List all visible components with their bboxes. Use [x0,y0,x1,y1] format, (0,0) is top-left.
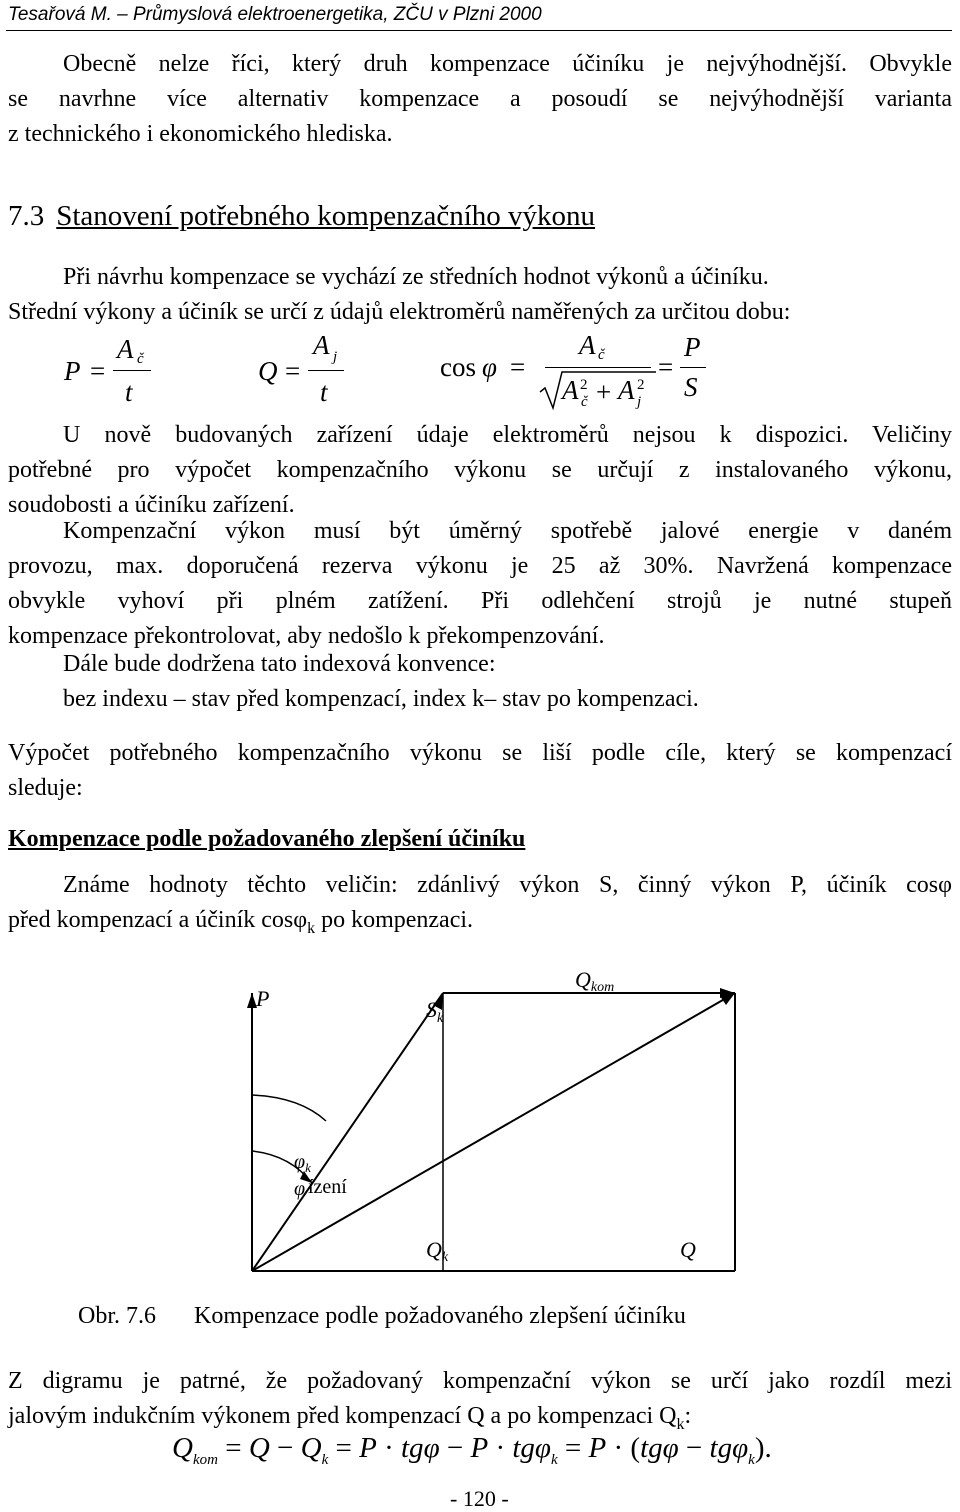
fraction-bar [308,370,344,371]
text-line: bez indexu – stav před kompenzací, index k– stav po kompenzaci. [63,686,699,712]
f2-sub: k [748,1451,755,1468]
f2-Q: Q [300,1432,322,1464]
text-line: kompenzace překontrolovat, aby nedošlo k překompenzování. [8,623,605,649]
phasor-diagram [230,955,750,1285]
text-line: Při návrhu kompenzace se vychází ze středních hodnot výkonů a účiníku. [63,264,769,290]
f2-tg: tg [401,1432,424,1464]
label-q-kom: Qkom [575,967,615,995]
formula-cos: cos [440,352,476,382]
text-line: z technického i ekonomického hlediska. [8,121,393,147]
text-line: se navrhne více alternativ kompenzace a posoudí se nejvýhodnější varianta [8,86,952,112]
f2-tg: tg [640,1432,663,1464]
formula-plus: + [596,377,612,407]
text-line: U nově budovaných zařízení údaje elektroměrů nejsou k dispozici. Veličiny [63,422,952,448]
paragraph-new-installations [8,418,952,523]
formula-sub: j [637,394,642,410]
header-rule [6,30,952,31]
subscript: k [307,919,316,937]
figure-caption [78,1303,686,1330]
text-line: Z digramu je patrné, že požadovaný kompenzační výkon se určí jako rozdíl mezi [8,1368,952,1394]
formula-eq: = [658,352,674,382]
formula-exp: 2 [637,377,645,393]
formula-sub: č [581,394,588,410]
text-fragment: jalovým indukčním výkonem před kompenzací Q a po kompenzaci Q [8,1403,677,1429]
text-line: Kompenzační výkon musí být úměrný spotřebě jalové energie v daném [63,518,952,544]
paragraph-diagram-note [8,1364,952,1442]
f2-sub: kom [192,1451,218,1468]
formula-A: A [117,334,134,364]
f2-lparen: ( [630,1432,641,1464]
section-title: Stanovení potřebného kompenzačního výkonu [56,200,596,232]
fraction-bar [680,367,706,368]
f2-phi: φ [732,1432,749,1464]
f2-Q: Q [172,1432,193,1464]
sk-vector [252,993,443,1271]
formula-P: P [684,332,701,362]
paragraph-known-values [8,868,952,946]
formula-sub: j [333,349,338,365]
text-line: sleduje: [8,775,83,801]
text-line: soudobosti a účiníku zařízení. [8,492,295,518]
text-fragment: před kompenzací a účiník cosφ [8,907,308,933]
paragraph-calculation [8,736,952,806]
label-q-k: Qk [426,1237,449,1265]
label-sk: $S_k$ [426,997,444,1026]
text-fragment: po kompenzaci. [315,907,474,933]
f2-Q: Q [248,1432,270,1464]
text-line: Obecně nelze říci, který druh kompenzace účiníku je nejvýhodnější. Obvykle [63,51,952,77]
fraction-bar [113,370,151,371]
formula-t: t [320,377,328,407]
f2-minus: − [685,1432,703,1464]
f2-eq: = [564,1432,582,1464]
f2-sub: k [550,1451,558,1468]
subsection-heading: Kompenzace podle požadovaného zlepšení účiníku [8,826,526,852]
f2-minus: − [277,1432,294,1464]
label-phi-k: $\varphi_k$ [294,1151,311,1175]
formula-phi: φ [482,352,497,382]
f2-tg: tg [512,1432,535,1464]
f2-eq: = [225,1432,242,1464]
f2-phi: φ [534,1432,551,1464]
label-phi: φ [294,1178,306,1200]
label-q: Q [680,1237,696,1262]
formula-S: S [684,372,698,402]
formula-q-kom [172,1432,772,1469]
paragraph-index-convention [8,647,952,717]
formula-eq: = [90,356,106,386]
caption-label: Obr. 7.6 [78,1303,156,1329]
formula-A: A [618,375,635,405]
angle-arc-phi [252,1095,326,1121]
f2-phi: φ [423,1432,440,1464]
text-line: Výpočet potřebného kompenzačního výkonu se liší podle cíle, který se kompenzací [8,740,952,766]
paragraph-compensation-power [8,514,952,654]
f2-phi: φ [662,1432,679,1464]
formula-eq: = [285,356,301,386]
label-p: P [256,986,270,1011]
text-line: Střední výkony a účiník se určí z údajů elektroměrů naměřených za určitou dobu: [8,299,791,325]
f2-end: . [764,1432,772,1464]
formula-exp: 2 [580,377,588,393]
text-line: potřebné pro výpočet kompenzačního výkonu se určují z instalovaného výkonu, [8,457,952,483]
formula-eq: = [510,352,526,382]
page-header: Tesařová M. – Průmyslová elektroenergetika, ZČU v Plzni 2000 [8,4,542,25]
text-line: Dále bude dodržena tato indexová konvence: [63,651,496,677]
text-line [8,903,952,946]
text-line: Známe hodnoty těchto veličin: zdánlivý výkon S, činný výkon P, účiník cosφ [63,872,952,898]
text-line: obvykle vyhoví při plném zatížení. Při odlehčení strojů je nutné stupeň [8,588,952,614]
caption-text: Kompenzace podle požadovaného zlepšení účiníku [194,1303,686,1329]
f2-tg: tg [709,1432,733,1464]
page-number: - 120 - [450,1486,509,1511]
formula-t: t [125,377,133,407]
intro-paragraph [8,47,952,152]
f2-P: P [470,1432,489,1464]
f2-minus: − [446,1432,464,1464]
f2-P: P [359,1432,377,1464]
formula-A: A [579,330,596,360]
f2-sub: k [321,1451,329,1468]
f2-P: P [588,1432,607,1464]
formula-A: A [562,375,579,405]
label-zizeni: ízení [308,1176,347,1198]
f2-dot: · [495,1432,506,1464]
formula-sub: č [137,351,144,367]
paragraph-mean-values [8,260,952,330]
f2-eq: = [335,1432,352,1464]
formula-P: P [64,356,81,386]
formula-Q: Q [258,356,278,386]
f2-rparen: ) [754,1432,765,1464]
s-vector [252,993,735,1271]
f2-dot: · [384,1432,394,1464]
section-number: 7.3 [8,200,45,232]
section-heading [8,200,595,233]
text-fragment: : [684,1403,692,1429]
subscript: k [676,1415,685,1433]
formula-sub: č [598,347,605,363]
formula-A: A [313,330,330,360]
f2-dot: · [613,1432,624,1464]
text-line: provozu, max. doporučená rezerva výkonu je 25 až 30%. Navržená kompenzace [8,553,952,579]
